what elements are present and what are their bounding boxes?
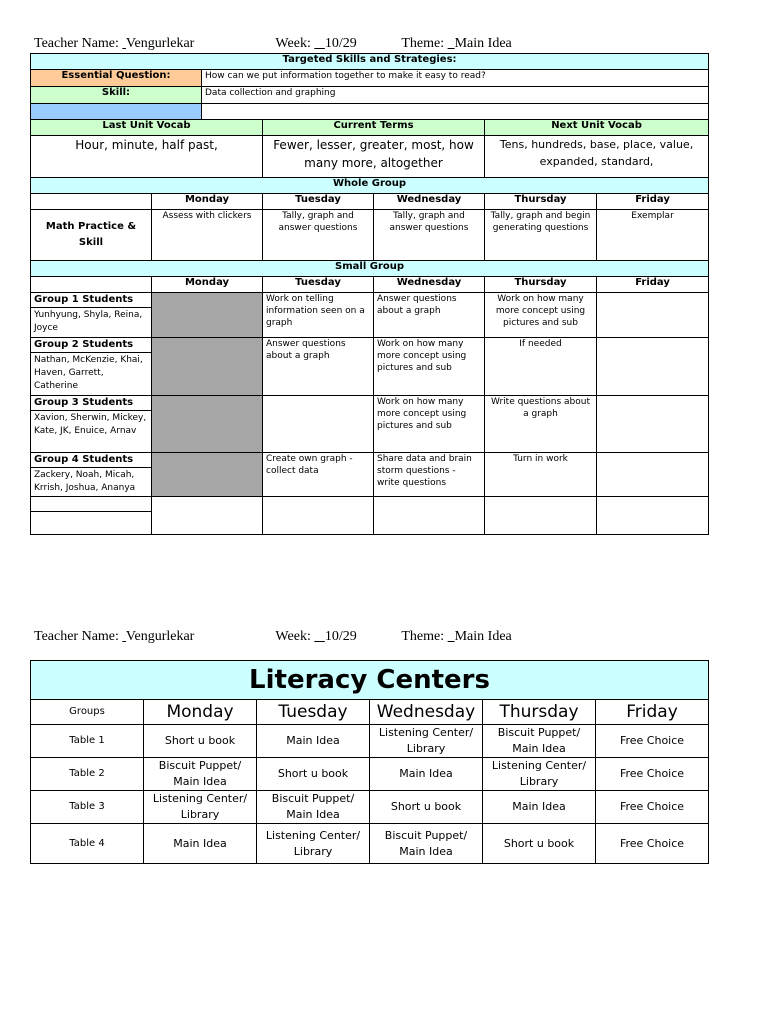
group-name: Group 3 Students: [31, 396, 151, 411]
empty-row: [31, 497, 709, 535]
group-tuesday: Answer questions about a graph: [263, 338, 374, 396]
center-cell: Free Choice: [596, 758, 709, 791]
center-cell: Free Choice: [596, 824, 709, 864]
empty-cell: [485, 497, 597, 535]
center-cell: Biscuit Puppet/ Main Idea: [144, 758, 257, 791]
skill-value: Data collection and graphing: [202, 87, 709, 104]
literacy-header: [34, 629, 512, 645]
group-label-cell: [31, 338, 152, 396]
group-thursday: If needed: [485, 338, 597, 396]
group-name: Group 1 Students: [31, 293, 151, 308]
group-students: Zackery, Noah, Micah, Krrish, Joshua, Ananya: [34, 470, 136, 493]
center-cell: Biscuit Puppet/ Main Idea: [370, 824, 483, 864]
row-label: Table 4: [31, 824, 144, 864]
row-label: Table 2: [31, 758, 144, 791]
whole-group-friday: Exemplar: [597, 210, 709, 261]
group-thursday: Work on how many more concept using pictures and sub: [485, 293, 597, 338]
center-cell: Listening Center/ Library: [483, 758, 596, 791]
corner-cell: [31, 277, 152, 293]
theme-value: Main Idea: [454, 36, 512, 51]
literacy-title: Literacy Centers: [31, 661, 709, 700]
group-tuesday: [263, 396, 374, 453]
theme-value: Main Idea: [454, 629, 512, 644]
center-cell: Short u book: [370, 791, 483, 824]
week-value: 10/29: [324, 36, 357, 51]
day-friday: Friday: [597, 194, 709, 210]
day-monday: Monday: [152, 277, 263, 293]
center-cell: Main Idea: [483, 791, 596, 824]
group-friday: [597, 453, 709, 497]
group-thursday: Turn in work: [485, 453, 597, 497]
whole-group-title: Whole Group: [31, 178, 709, 194]
teacher-name-value: Vengurlekar: [125, 629, 195, 644]
day-monday: Monday: [152, 194, 263, 210]
whole-group-thursday: Tally, graph and begin generating questions: [485, 210, 597, 261]
lesson-plan-table: [30, 53, 709, 535]
small-group-title: Small Group: [31, 261, 709, 277]
current-terms: Fewer, lesser, greater, most, how many more, altogether: [263, 136, 485, 178]
group-row: [31, 293, 709, 338]
whole-group-wednesday: Tally, graph and answer questions: [374, 210, 485, 261]
group-students: Yunhyung, Shyla, Reina, Joyce: [34, 310, 143, 333]
group-friday: [597, 396, 709, 453]
empty-cell: [597, 497, 709, 535]
empty-cell: [374, 497, 485, 535]
day-wednesday: Wednesday: [374, 277, 485, 293]
day-wednesday: Wednesday: [370, 700, 483, 725]
empty-cell: [152, 497, 263, 535]
center-cell: Free Choice: [596, 725, 709, 758]
group-wednesday: Share data and brain storm questions - write questions: [374, 453, 485, 497]
center-cell: Free Choice: [596, 791, 709, 824]
group-monday: [152, 293, 263, 338]
teacher-name-value: Vengurlekar: [125, 36, 195, 51]
day-monday: Monday: [144, 700, 257, 725]
group-thursday: Write questions about a graph: [485, 396, 597, 453]
group-friday: [597, 293, 709, 338]
targeted-skills-title: Targeted Skills and Strategies:: [31, 54, 709, 70]
day-thursday: Thursday: [485, 194, 597, 210]
center-cell: Listening Center/ Library: [257, 824, 370, 864]
center-cell: Main Idea: [257, 725, 370, 758]
empty-label-cell: [31, 497, 152, 535]
group-monday: [152, 396, 263, 453]
corner-cell: [31, 194, 152, 210]
group-label-cell: [31, 453, 152, 497]
center-cell: Short u book: [257, 758, 370, 791]
teacher-name-label: Teacher Name:: [34, 629, 119, 644]
day-friday: Friday: [596, 700, 709, 725]
center-cell: Main Idea: [144, 824, 257, 864]
essential-question-label: Essential Question:: [31, 70, 202, 87]
group-label-cell: [31, 396, 152, 453]
group-monday: [152, 453, 263, 497]
table-row: [31, 725, 709, 758]
center-cell: Short u book: [483, 824, 596, 864]
group-wednesday: Answer questions about a graph: [374, 293, 485, 338]
group-label-cell: [31, 293, 152, 338]
last-unit-vocab-header: Last Unit Vocab: [31, 120, 263, 136]
teacher-name-label: Teacher Name:: [34, 36, 119, 51]
theme-label: Theme:: [401, 629, 445, 644]
last-unit-vocab: Hour, minute, half past,: [31, 136, 263, 178]
day-friday: Friday: [597, 277, 709, 293]
center-cell: Main Idea: [370, 758, 483, 791]
center-cell: Biscuit Puppet/ Main Idea: [483, 725, 596, 758]
group-row: [31, 338, 709, 396]
day-tuesday: Tuesday: [257, 700, 370, 725]
group-tuesday: Work on telling information seen on a graph: [263, 293, 374, 338]
whole-group-monday: Assess with clickers: [152, 210, 263, 261]
group-wednesday: Work on how many more concept using pictures and sub: [374, 338, 485, 396]
group-monday: [152, 338, 263, 396]
center-cell: Biscuit Puppet/ Main Idea: [257, 791, 370, 824]
empty-cell: [263, 497, 374, 535]
row-label: Table 3: [31, 791, 144, 824]
math-practice-label: Math Practice & Skill: [31, 210, 152, 261]
week-value: 10/29: [324, 629, 357, 644]
center-cell: Short u book: [144, 725, 257, 758]
group-name: Group 2 Students: [31, 338, 151, 353]
group-row: [31, 396, 709, 453]
blank-blue-cell: [31, 104, 202, 120]
theme-label: Theme:: [401, 36, 445, 51]
group-friday: [597, 338, 709, 396]
group-tuesday: Create own graph - collect data: [263, 453, 374, 497]
center-cell: Listening Center/ Library: [144, 791, 257, 824]
plan-header: [34, 36, 512, 52]
essential-question-value: How can we put information together to make it easy to read?: [202, 70, 709, 87]
group-students: Nathan, McKenzie, Khai, Haven, Garrett, Catherine: [34, 355, 143, 391]
day-tuesday: Tuesday: [263, 277, 374, 293]
group-wednesday: Work on how many more concept using pictures and sub: [374, 396, 485, 453]
row-label: Table 1: [31, 725, 144, 758]
group-row: [31, 453, 709, 497]
day-wednesday: Wednesday: [374, 194, 485, 210]
day-thursday: Thursday: [483, 700, 596, 725]
blank-cell: [202, 104, 709, 120]
week-label: Week:: [275, 36, 311, 51]
center-cell: Listening Center/ Library: [370, 725, 483, 758]
week-label: Week:: [275, 629, 311, 644]
group-name: Group 4 Students: [31, 453, 151, 468]
table-row: [31, 791, 709, 824]
skill-label: Skill:: [31, 87, 202, 104]
group-students: Xavion, Sherwin, Mickey, Kate, JK, Enuice, Arnav: [34, 413, 147, 436]
whole-group-tuesday: Tally, graph and answer questions: [263, 210, 374, 261]
day-thursday: Thursday: [485, 277, 597, 293]
next-unit-vocab-header: Next Unit Vocab: [485, 120, 709, 136]
next-unit-vocab: Tens, hundreds, base, place, value, expanded, standard,: [485, 136, 709, 178]
literacy-centers-table: [30, 660, 709, 864]
current-terms-header: Current Terms: [263, 120, 485, 136]
groups-label: Groups: [31, 700, 144, 725]
day-tuesday: Tuesday: [263, 194, 374, 210]
table-row: [31, 824, 709, 864]
table-row: [31, 758, 709, 791]
